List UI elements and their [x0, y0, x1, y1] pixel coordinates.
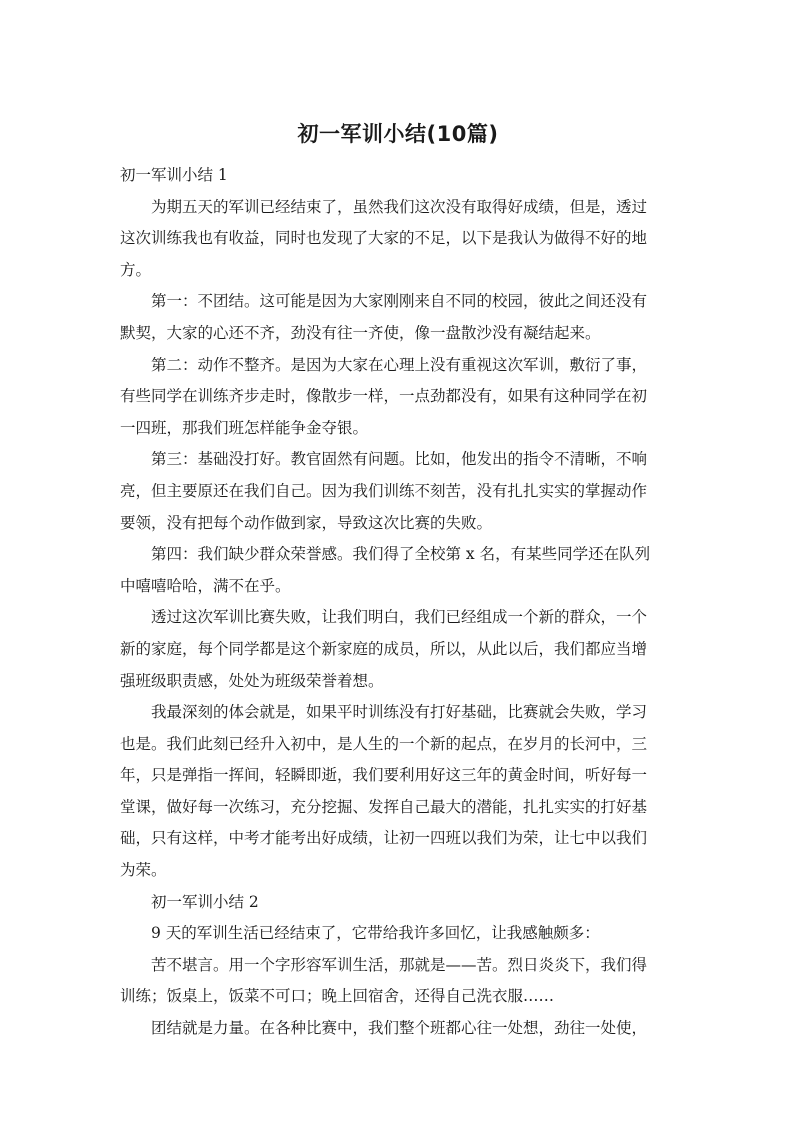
text-line: 第一：不团结。这可能是因为大家刚刚来自不同的校园，彼此之间还没有: [151, 292, 648, 311]
text-line: 也是。我们此刻已经升入初中，是人生的一个新的起点，在岁月的长河中，三: [120, 734, 648, 753]
text-line: 亮，但主要原还在我们自己。因为我们训练不刻苦，没有扎扎实实的掌握动作: [120, 481, 648, 500]
text-line: 9 天的军训生活已经结束了，它带给我许多回忆，让我感触颇多：: [151, 924, 600, 943]
text-line: 新的家庭，每个同学都是这个新家庭的成员，所以，从此以后，我们都应当增: [120, 639, 648, 658]
text-line: 有些同学在训练齐步走时，像散步一样，一点劲都没有，如果有这种同学在初: [120, 387, 648, 406]
text-line: 础，只有这样，中考才能考出好成绩，让初一四班以我们为荣，让七中以我们: [120, 829, 648, 848]
text-line: 中嘻嘻哈哈，满不在乎。: [120, 576, 291, 595]
text-line: 要领，没有把每个动作做到家，导致这次比赛的失败。: [120, 513, 493, 532]
text-line: 堂课，做好每一次练习，充分挖掘、发挥自己最大的潜能，扎扎实实的打好基: [120, 797, 648, 816]
text-line: 初一军训小结 2: [151, 892, 259, 911]
text-line: 团结就是力量。在各种比赛中，我们整个班都心往一处想，劲往一处使，: [151, 1019, 648, 1038]
text-line: 默契，大家的心还不齐，劲没有往一齐使，像一盘散沙没有凝结起来。: [120, 323, 601, 342]
document-body: [120, 160, 676, 1045]
text-line: 初一军训小结 1: [120, 166, 228, 184]
text-line: 这次训练我也有收益，同时也发现了大家的不足，以下是我认为做得不好的地: [120, 229, 648, 248]
text-line: 年，只是弹指一挥间，轻瞬即逝，我们要利用好这三年的黄金时间，听好每一: [120, 766, 648, 785]
text-line: 一四班，那我们班怎样能争金夺银。: [120, 418, 369, 437]
text-line: 透过这次军训比赛失败，让我们明白，我们已经组成一个新的群众，一个: [151, 608, 648, 627]
text-line: 方。: [120, 260, 152, 279]
text-line: 我最深刻的体会就是，如果平时训练没有打好基础，比赛就会失败，学习: [151, 703, 648, 722]
text-line: 第四：我们缺少群众荣誉感。我们得了全校第 x 名，有某些同学还在队列: [151, 545, 651, 564]
text-line: 为荣。: [120, 861, 167, 880]
text-line: 强班级职责感，处处为班级荣誉着想。: [120, 671, 384, 690]
document-page: [120, 118, 676, 1045]
text-line: 为期五天的军训已经结束了，虽然我们这次没有取得好成绩，但是，透过: [151, 197, 648, 216]
document-title: 初一军训小结(10篇): [297, 122, 499, 146]
text-line: 第二：动作不整齐。是因为大家在心理上没有重视这次军训，敷衍了事，: [151, 355, 648, 374]
text-line: 第三：基础没打好。教官固然有问题。比如，他发出的指令不清晰，不响: [151, 450, 648, 469]
text-line: 训练；饭桌上，饭菜不可口；晚上回宿舍，还得自己洗衣服……: [120, 987, 555, 1006]
text-line: 苦不堪言。用一个字形容军训生活，那就是——苦。烈日炎炎下，我们得: [151, 955, 648, 974]
